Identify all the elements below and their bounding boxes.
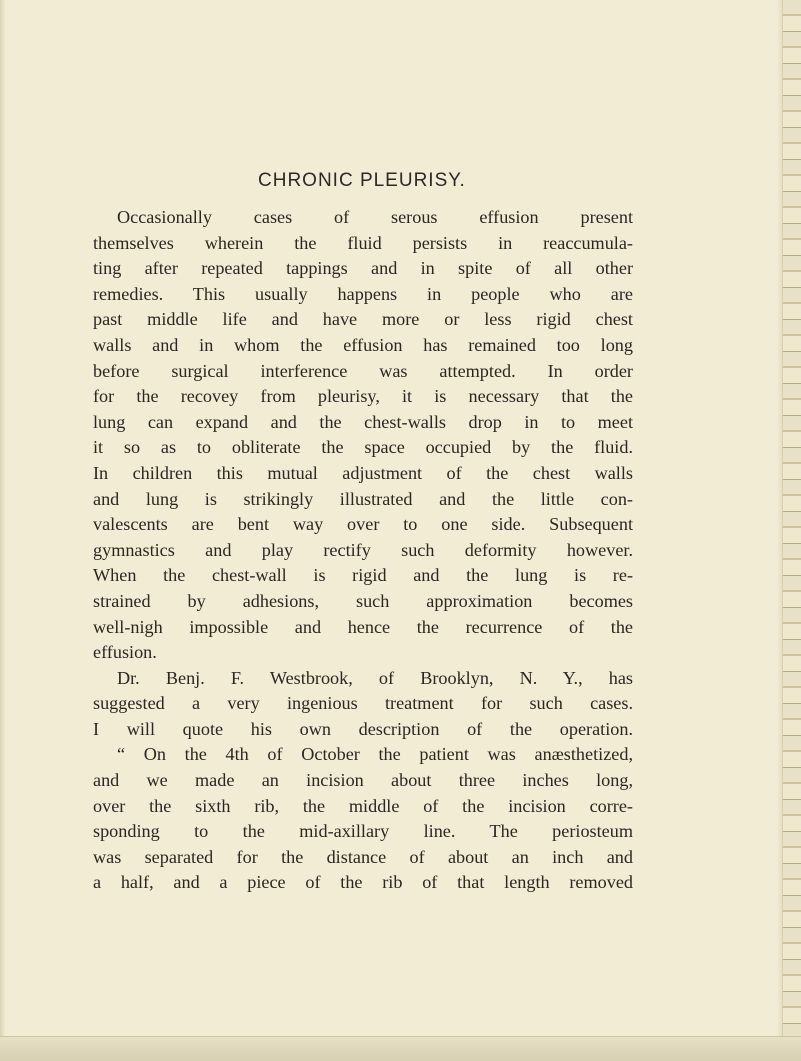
text-line: well-nigh impossible and hence the recurrence of the: [93, 616, 633, 637]
text-line: past middle life and have more or less rigid chest: [93, 309, 633, 330]
text-line: In children this mutual adjustment of the chest walls: [93, 462, 633, 483]
text-line: gymnastics and play rectify such deformity however.: [93, 539, 633, 560]
page-fore-edge: [782, 0, 801, 1061]
text-line: walls and in whom the effusion has remained too long: [93, 334, 633, 355]
text-line: Occasionally cases of serous effusion present: [117, 207, 633, 227]
text-line: was separated for the distance of about an inch and: [93, 846, 633, 867]
text-line: When the chest-wall is rigid and the lung is re-: [93, 565, 633, 586]
text-line: effusion.: [93, 642, 157, 663]
text-line: “ On the 4th of October the patient was anæsthetized,: [117, 744, 633, 765]
page-title: CHRONIC PLEURISY.: [258, 170, 466, 191]
text-line: sponding to the mid-axillary line. The periosteum: [93, 821, 633, 842]
text-line: suggested a very ingenious treatment for such cases.: [93, 693, 633, 714]
text-line: ting after repeated tappings and in spite of all other: [93, 258, 633, 279]
text-line: Dr. Benj. F. Westbrook, of Brooklyn, N. Y., has: [117, 667, 633, 688]
text-line: themselves wherein the fluid persists in reaccumula-: [93, 232, 633, 253]
text-line: and lung is strikingly illustrated and the little con-: [93, 488, 633, 509]
body-text: [93, 205, 633, 896]
text-line: it so as to obliterate the space occupied by the fluid.: [93, 437, 633, 458]
page-left-edge: [0, 0, 5, 1061]
text-line: over the sixth rib, the middle of the incision corre-: [93, 795, 633, 816]
text-line: strained by adhesions, such approximation becomes: [93, 590, 633, 611]
text-line: a half, and a piece of the rib of that length removed: [93, 872, 633, 893]
text-line: for the recovey from pleurisy, it is necessary that the: [93, 386, 633, 407]
text-line: before surgical interference was attempted. In order: [93, 360, 633, 381]
text-line: and we made an incision about three inches long,: [93, 770, 633, 791]
text-line: valescents are bent way over to one side. Subsequent: [93, 514, 633, 535]
text-line: lung can expand and the chest-walls drop in to meet: [93, 411, 633, 432]
text-line: I will quote his own description of the operation.: [93, 718, 633, 739]
page-bottom-edge: [0, 1036, 801, 1061]
text-line: remedies. This usually happens in people who are: [93, 283, 633, 304]
